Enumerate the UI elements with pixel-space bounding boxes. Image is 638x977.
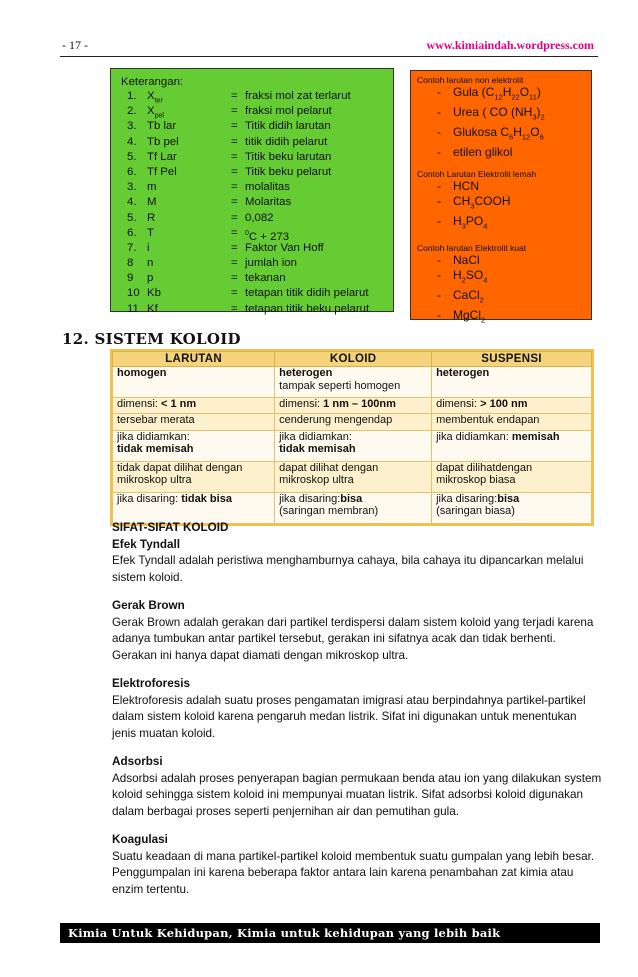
bullet-dash: - [437, 193, 441, 208]
formula-subscript: 2 [479, 295, 484, 305]
item-number: 9 [127, 272, 134, 285]
table-cell [432, 414, 592, 430]
formula-subscript: 3 [461, 220, 466, 230]
table-cell [113, 430, 275, 461]
bold-text: heterogen [436, 367, 490, 379]
description-text: Titik beku larutan [245, 150, 332, 163]
contoh-item [411, 125, 591, 145]
keterangan-item [127, 180, 391, 195]
contoh-group-title: Contoh larutan Elektrolit kuat [417, 243, 527, 254]
symbol-text: Tf Lar [147, 150, 177, 163]
item-symbol [147, 226, 231, 241]
koloid-comparison-table [112, 351, 592, 524]
equals-sign: = [231, 196, 238, 209]
symbol-text: i [147, 241, 150, 254]
bullet-dash: - [437, 253, 441, 268]
bullet-dash: - [437, 85, 441, 99]
equals-sign: = [231, 135, 238, 148]
keterangan-item [127, 271, 391, 286]
cell-text: tersebar merata [117, 414, 195, 427]
item-symbol [147, 286, 231, 301]
formula-text: PO [465, 213, 484, 228]
bold-text: tidak memisah [279, 443, 356, 455]
table-row [113, 430, 592, 461]
cell-text: membentuk endapan [436, 414, 540, 427]
equals-sign: = [231, 90, 238, 102]
bullet-dash: - [437, 104, 441, 119]
equals-sign: = [231, 257, 238, 270]
sifat-paragraph: Adsorbsi adalah proses penyerapan bagian permukaan benda atau ion yang dilakukan system koloid sehingga sistem koloid ini mempunyai muatan listrik. Sifat adsorbsi koloid digunakan dalam berbagai proses seperti penjernihan air dan pemutihan gula. [112, 771, 602, 818]
symbol-text: T [147, 226, 154, 239]
keterangan-item [127, 165, 391, 180]
formula-subscript: 11 [529, 92, 537, 102]
contoh-item [411, 145, 591, 160]
bullet-dash: - [437, 179, 441, 194]
cell-text: dapat dilihat dengan [279, 461, 379, 474]
symbol-text: X [147, 90, 155, 102]
item-description [245, 302, 369, 317]
bullet-dash: - [437, 287, 441, 302]
formula-subscript: 4 [483, 275, 488, 285]
item-number: 8 [127, 257, 134, 270]
bold-text: tidak memisah [117, 443, 194, 455]
keterangan-item [127, 195, 391, 210]
header-koloid: KOLOID [275, 352, 432, 367]
item-symbol [147, 302, 231, 317]
equals-sign: = [231, 105, 238, 118]
keterangan-item [127, 104, 391, 119]
cell-text: dapat dilihatdengan [436, 461, 533, 474]
sifat-paragraph: Efek Tyndall adalah peristiwa menghamburnya cahaya, bila cahaya itu dipancarkan melalui sistem koloid. [112, 554, 584, 584]
bold-text: 1 nm – 100nm [323, 398, 396, 411]
section-gap [112, 664, 602, 676]
cell-text: mikroskop ultra [117, 474, 192, 487]
item-number: 4. [127, 196, 137, 209]
equals-sign: = [231, 287, 238, 300]
table-cell [432, 461, 592, 492]
table-cell [275, 461, 432, 492]
bullet-dash: - [437, 307, 441, 322]
symbol-text: M [147, 196, 157, 209]
keterangan-item [127, 119, 391, 134]
item-description [245, 104, 332, 119]
description-text: fraksi mol pelarut [245, 105, 332, 118]
formula-subscript: 22 [511, 92, 520, 102]
footer-banner: Kimia Untuk Kehidupan, Kimia untuk kehidupan yang lebih baik [60, 923, 600, 943]
equals-sign: = [231, 211, 238, 224]
formula-text: ) [536, 104, 541, 119]
table-cell [275, 367, 432, 398]
bullet-dash: - [437, 213, 441, 228]
keterangan-box [110, 68, 394, 315]
sifat-title: SIFAT-SIFAT KOLOID [112, 521, 229, 534]
sifat-paragraph: Suatu keadaan di mana partikel-partikel koloid membentuk suatu gumpalan yang lebih besar. Penggumpalan ini karena beberapa faktor antara lain karena penambahan zat kimia atau enzim tertentu. [112, 849, 595, 896]
formula-subscript: 3 [470, 201, 475, 211]
formula-subscript: 6 [539, 132, 544, 142]
formula-text: H [453, 213, 462, 228]
keterangan-item [127, 211, 391, 226]
table-cell [113, 414, 275, 430]
item-symbol [147, 119, 231, 134]
item-description [245, 165, 331, 180]
keterangan-item [127, 241, 391, 256]
equals-sign: = [231, 181, 238, 194]
equals-sign: = [231, 165, 238, 178]
contoh-group-title: Contoh larutan non elektrolit [417, 75, 524, 85]
formula-subscript: 6 [509, 132, 514, 142]
item-description [245, 135, 327, 150]
symbol-text: R [147, 211, 156, 224]
bold-text: heterogen [279, 367, 333, 379]
cell-text: cenderung mengendap [279, 414, 393, 427]
formula-text: O [530, 124, 540, 139]
cell-text: tampak seperti homogen [279, 379, 401, 392]
formula-text: Glukosa C [453, 124, 510, 139]
cell-text: dimensi: [279, 398, 324, 411]
contoh-item [411, 214, 591, 234]
formula-text: H [513, 124, 522, 139]
cell-text: jika didiamkan: [279, 430, 352, 443]
bold-text: < 1 nm [161, 398, 197, 411]
table-row [113, 398, 592, 414]
equals-sign: = [231, 302, 238, 315]
contoh-group-list [411, 85, 591, 159]
description-text: tetapan titik didih pelarut [245, 287, 369, 300]
symbol-subscript: ter [154, 97, 163, 105]
table-row [113, 414, 592, 430]
symbol-text: Tf Pel [147, 165, 177, 178]
formula-subscript: 12 [521, 132, 531, 142]
contoh-group-title: Contoh Larutan Elektrolit lemah [417, 169, 537, 180]
sifat-koloid-content [112, 520, 602, 898]
formula-subscript: 2 [540, 112, 545, 122]
formula-text: NaCl [453, 253, 480, 268]
item-description [245, 119, 331, 134]
contoh-item [411, 268, 591, 288]
bold-text: tidak bisa [181, 492, 232, 505]
item-number: 3. [127, 181, 137, 194]
description-superscript: 0 [245, 229, 249, 237]
sifat-heading: Efek Tyndall [112, 537, 180, 551]
section-gap [112, 742, 602, 754]
cell-text: mikroskop ultra [279, 474, 354, 487]
item-description [245, 271, 286, 286]
table-cell [432, 367, 592, 398]
equals-sign: = [231, 120, 238, 133]
keterangan-title: Keterangan: [121, 76, 184, 88]
table-cell [275, 414, 432, 430]
contoh-item [411, 288, 591, 308]
bullet-dash: - [437, 144, 441, 159]
header-suspensi: SUSPENSI [432, 352, 592, 367]
formula-text: SO [465, 267, 484, 282]
cell-text: mikroskop biasa [436, 474, 516, 487]
sifat-paragraph: Elektroforesis adalah suatu proses pengamatan imigrasi atau berpindahnya partikel-partikel dalam sistem koloid karena pengaruh medan listrik. Sifat ini digunakan untuk menentukan jenis muatan koloid. [112, 693, 586, 740]
contoh-item [411, 253, 591, 268]
cell-text: tidak dapat dilihat dengan [117, 461, 243, 474]
table-cell [113, 398, 275, 414]
keterangan-item [127, 89, 391, 104]
formula-subscript: 3 [532, 112, 537, 122]
website-url[interactable]: www.kimiaindah.wordpress.com [426, 38, 594, 52]
symbol-text: p [147, 272, 154, 285]
formula-subscript: 2 [461, 275, 466, 285]
formula-subscript: 4 [483, 220, 488, 230]
cell-text: (saringan membran) [279, 505, 379, 518]
formula-text: H [453, 267, 462, 282]
item-number: 4. [127, 135, 137, 148]
symbol-text: Kb [147, 287, 161, 300]
formula-text: ) [536, 85, 541, 99]
equals-sign: = [231, 226, 238, 239]
item-description [245, 211, 274, 226]
keterangan-list [127, 89, 391, 317]
table-cell [275, 492, 432, 523]
description-text: Titik didih larutan [245, 120, 331, 133]
bold-text: memisah [511, 430, 560, 443]
item-description [245, 286, 368, 301]
symbol-text: Kf [147, 302, 158, 315]
description-text: titik didih pelarut [245, 135, 328, 148]
symbol-text: n [147, 257, 154, 270]
formula-text: CaCl [453, 287, 480, 302]
item-number: 6. [127, 165, 137, 178]
keterangan-item [127, 226, 391, 241]
table-cell [113, 461, 275, 492]
item-description [245, 150, 331, 165]
item-number: 11 [127, 302, 139, 315]
keterangan-item [127, 286, 391, 301]
equals-sign: = [231, 272, 238, 285]
table-cell [275, 430, 432, 461]
item-symbol [147, 271, 231, 286]
sifat-heading: Elektroforesis [112, 677, 190, 690]
symbol-text: Tb pel [147, 135, 179, 148]
symbol-subscript: pel [154, 112, 164, 120]
description-text: jumlah ion [245, 257, 297, 270]
sifat-heading: Koagulasi [112, 833, 168, 846]
bold-text: homogen [117, 367, 167, 379]
formula-text: HCN [453, 179, 479, 194]
item-number: 1. [127, 90, 137, 102]
table-row [113, 461, 592, 492]
item-symbol [147, 104, 231, 119]
equals-sign: = [231, 150, 238, 163]
description-text: fraksi mol zat terlarut [245, 90, 351, 102]
contoh-item [411, 308, 591, 328]
formula-text: COOH [474, 193, 511, 208]
item-description [245, 226, 289, 241]
formula-text: CH [453, 193, 471, 208]
description-text: Faktor Van Hoff [245, 241, 324, 254]
cell-text: jika didiamkan: [436, 430, 512, 443]
contoh-group-list [411, 253, 591, 327]
description-text: Titik beku pelarut [245, 165, 332, 178]
keterangan-item [127, 150, 391, 165]
sifat-heading: Adsorbsi [112, 755, 163, 768]
table-cell [113, 492, 275, 523]
cell-text: jika disaring: [279, 492, 341, 505]
table-cell [432, 492, 592, 523]
description-text: 0,082 [245, 211, 274, 224]
formula-subscript: 2 [481, 315, 486, 325]
keterangan-item [127, 302, 391, 317]
table-row [113, 492, 592, 523]
keterangan-item [127, 256, 391, 271]
sifat-heading: Gerak Brown [112, 599, 185, 612]
item-symbol [147, 165, 231, 180]
contoh-larutan-box [410, 70, 592, 325]
equals-sign: = [231, 241, 238, 254]
header-divider [60, 56, 598, 57]
description-text: Molaritas [245, 196, 292, 209]
item-number: 5. [127, 211, 137, 224]
keterangan-item [127, 135, 391, 150]
formula-text: Urea ( CO (NH [453, 104, 533, 119]
cell-text: dimensi: [117, 398, 162, 411]
item-symbol [147, 150, 231, 165]
contoh-item [411, 105, 591, 125]
cell-text: jika didiamkan: [117, 430, 190, 443]
cell-text: jika disaring: [436, 492, 498, 505]
cell-text: dimensi: [436, 398, 481, 411]
description-text: tetapan titik beku pelarut [245, 302, 370, 315]
section-gap [112, 820, 602, 832]
item-number: 3. [127, 120, 137, 133]
table-row [113, 367, 592, 398]
symbol-text: Tb lar [147, 120, 177, 133]
item-symbol [147, 211, 231, 226]
koloid-table-wrapper [110, 349, 594, 526]
item-description [245, 241, 324, 256]
item-symbol [147, 89, 231, 104]
section-title: 12. SISTEM KOLOID [62, 330, 241, 348]
table-cell [275, 398, 432, 414]
bold-text: bisa [340, 492, 363, 505]
item-number: 10 [127, 287, 140, 300]
table-header-row [113, 352, 592, 367]
formula-text: etilen glikol [453, 144, 513, 159]
cell-text: jika disaring: [117, 492, 182, 505]
bold-text: bisa [497, 492, 520, 505]
description-text: molalitas [245, 181, 290, 194]
description-text: C + 273 [248, 230, 290, 243]
sifat-paragraph: Gerak Brown adalah gerakan dari partikel terdispersi dalam sistem koloid yang terjadi karena adanya tumbukan antar partikel tersebut, gerakan ini sifatnya acak dan tidak berhenti. Gerakan ini hanya dapat diamati dengan mikroskop ultra. [112, 615, 594, 662]
description-text: tekanan [245, 272, 286, 285]
item-number: 5. [127, 150, 137, 163]
table-cell [432, 398, 592, 414]
formula-text: Gula (C [453, 85, 495, 99]
contoh-item [411, 85, 591, 105]
page-number: - 17 - [62, 38, 88, 52]
symbol-text: m [147, 181, 157, 194]
table-cell [113, 367, 275, 398]
item-number: 6. [127, 226, 137, 239]
item-description [245, 89, 351, 104]
formula-text: O [519, 85, 530, 99]
item-symbol [147, 135, 231, 150]
contoh-group-list [411, 179, 591, 233]
item-symbol [147, 195, 231, 210]
item-symbol [147, 241, 231, 256]
item-description [245, 256, 297, 271]
item-description [245, 195, 291, 210]
contoh-item [411, 179, 591, 194]
item-number: 7. [127, 241, 137, 254]
bold-text: > 100 nm [480, 398, 528, 411]
item-symbol [147, 180, 231, 195]
formula-text: H [502, 85, 512, 99]
table-cell [432, 430, 592, 461]
formula-subscript: 12 [494, 92, 503, 102]
cell-text: (saringan biasa) [436, 505, 515, 518]
section-gap [112, 586, 602, 598]
bullet-dash: - [437, 267, 441, 282]
item-symbol [147, 256, 231, 271]
header-larutan: LARUTAN [113, 352, 275, 367]
item-number: 2. [127, 105, 137, 118]
formula-text: MgCl [453, 307, 482, 322]
item-description [245, 180, 290, 195]
bullet-dash: - [437, 124, 441, 139]
contoh-item [411, 194, 591, 214]
symbol-text: X [147, 105, 155, 118]
